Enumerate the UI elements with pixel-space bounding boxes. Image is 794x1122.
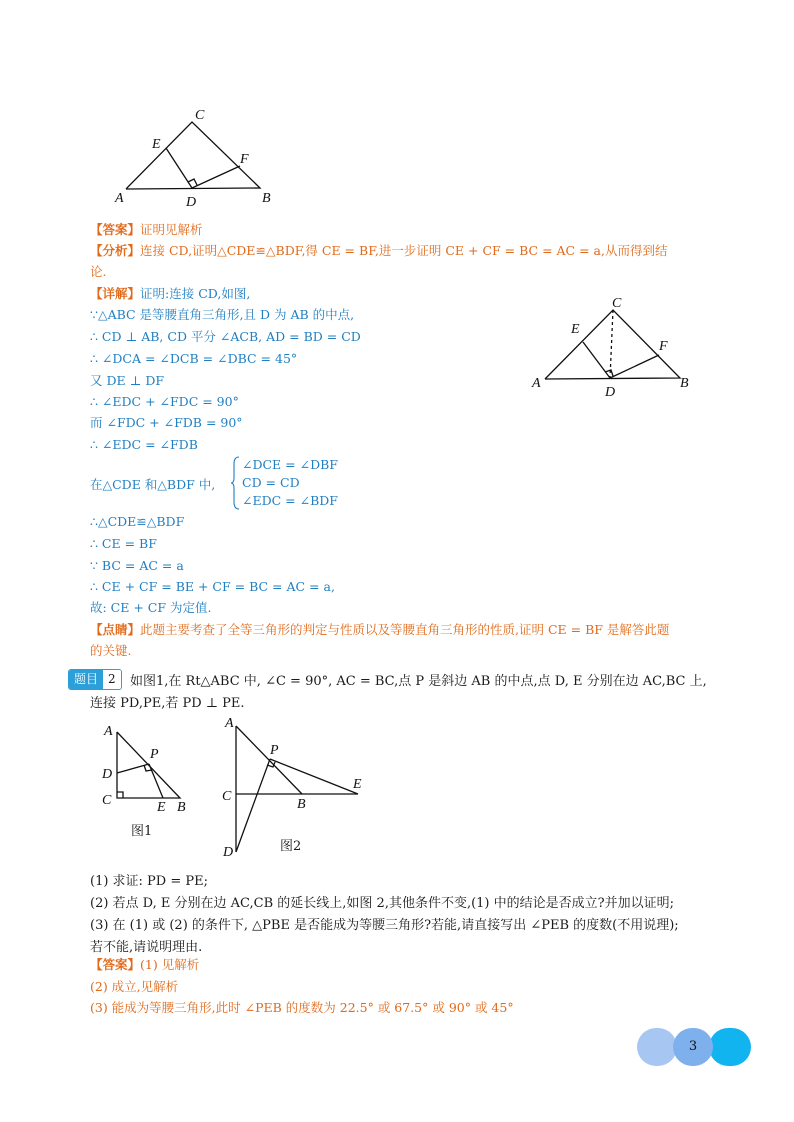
proof-line: ∴ CE = BF <box>90 536 157 551</box>
proof-line: ∴ CE + CF = BE + CF = BC = AC = a, <box>90 579 335 594</box>
proof-line: ∵△ABC 是等腰直角三角形,且 D 为 AB 的中点, <box>90 307 355 322</box>
label-E: E <box>571 322 580 337</box>
q2-answer-line: 【答案】(1) 见解析 <box>90 957 200 972</box>
label-B: B <box>680 376 689 391</box>
proof-line: ∴ CD ⊥ AB, CD 平分 ∠ACB, AD = BD = CD <box>90 329 361 344</box>
detail-line: 【详解】证明:连接 CD,如图, <box>90 286 251 301</box>
badge-title: 题目 <box>69 670 103 689</box>
question-part: (2) 若点 D, E 分别在边 AC,CB 的延长线上,如图 2,其他条件不变,(1) 中的结论是否成立?并加以证明; <box>90 896 674 911</box>
figure-triangle-top <box>110 100 280 210</box>
analysis-line-1: 【分析】连接 CD,证明△CDE≌△BDF,得 CE = BF,进一步证明 CE + CF = BC = AC = a,从而得到结 <box>90 243 668 258</box>
label-D: D <box>102 767 113 782</box>
page-badge-circle <box>709 1028 751 1066</box>
proof-line: ∴△CDE≌△BDF <box>90 514 185 529</box>
comment-line-1: 【点睛】此题主要考查了全等三角形的判定与性质以及等腰直角三角形的性质,证明 CE = BF 是解答此题 <box>90 622 670 637</box>
proof-line: ∴ ∠EDC + ∠FDC = 90° <box>90 394 239 409</box>
proof-line: ∴ ∠EDC = ∠FDB <box>90 437 198 452</box>
page-badge-circle <box>637 1028 677 1066</box>
proof-line: 故: CE + CF 为定值. <box>90 600 212 615</box>
question-stem-1: 如图1,在 Rt△ABC 中, ∠C = 90°, AC = BC,点 P 是斜边 AB 的中点,点 D, E 分别在边 AC,BC 上, <box>130 674 707 689</box>
label-F: F <box>659 339 668 354</box>
label-P: P <box>270 743 279 758</box>
proof-line: 又 DE ⊥ DF <box>90 373 165 388</box>
label-D: D <box>186 195 197 210</box>
figure-1-caption: 图1 <box>131 824 153 839</box>
figure-triangle-right <box>528 290 698 405</box>
label-A: A <box>225 716 234 731</box>
proof-line: 而 ∠FDC + ∠FDB = 90° <box>90 415 243 430</box>
page-number: 3 <box>688 1039 698 1054</box>
question-part: (1) 求证: PD = PE; <box>90 874 209 889</box>
label-E: E <box>353 777 362 792</box>
comment-line-2: 的关键. <box>90 643 132 658</box>
label-C: C <box>195 108 205 123</box>
page-number-badge <box>637 1028 751 1066</box>
question-stem-2: 连接 PD,PE,若 PD ⊥ PE. <box>90 696 245 711</box>
label-E: E <box>152 137 161 152</box>
analysis-line-2: 论. <box>90 264 107 279</box>
question-part: (3) 在 (1) 或 (2) 的条件下, △PBE 是否能成为等腰三角形?若能,请直接写出 ∠PEB 的度数(不用说理); <box>90 918 679 933</box>
label-P: P <box>150 747 159 762</box>
proof-line: ∵ BC = AC = a <box>90 558 184 573</box>
brace-icon <box>230 456 240 510</box>
label-A: A <box>532 376 541 391</box>
brace-condition: ∠EDC = ∠BDF <box>242 493 338 508</box>
question-badge <box>68 669 122 690</box>
brace-label: 在△CDE 和△BDF 中, <box>90 477 216 492</box>
label-D: D <box>223 845 234 857</box>
label-B: B <box>297 797 306 812</box>
label-C: C <box>102 793 112 808</box>
label-C: C <box>222 789 232 804</box>
brace-condition: CD = CD <box>242 475 300 490</box>
label-A: A <box>115 191 124 206</box>
proof-line: ∴ ∠DCA = ∠DCB = ∠DBC = 45° <box>90 351 298 366</box>
label-A: A <box>104 724 113 739</box>
label-F: F <box>240 152 249 167</box>
label-B: B <box>262 191 271 206</box>
answer-line: 【答案】证明见解析 <box>90 222 203 237</box>
question-part: 若不能,请说明理由. <box>90 940 203 955</box>
label-B: B <box>177 800 186 815</box>
label-C: C <box>612 296 622 311</box>
badge-number: 2 <box>103 670 121 689</box>
label-D: D <box>605 385 616 400</box>
q2-answer-line: (3) 能成为等腰三角形,此时 ∠PEB 的度数为 22.5° 或 67.5° 或 90° 或 45° <box>90 1000 514 1015</box>
q2-answer-line: (2) 成立,见解析 <box>90 979 179 994</box>
label-E: E <box>157 800 166 815</box>
figure-2-caption: 图2 <box>280 839 302 854</box>
brace-condition: ∠DCE = ∠DBF <box>242 457 338 472</box>
